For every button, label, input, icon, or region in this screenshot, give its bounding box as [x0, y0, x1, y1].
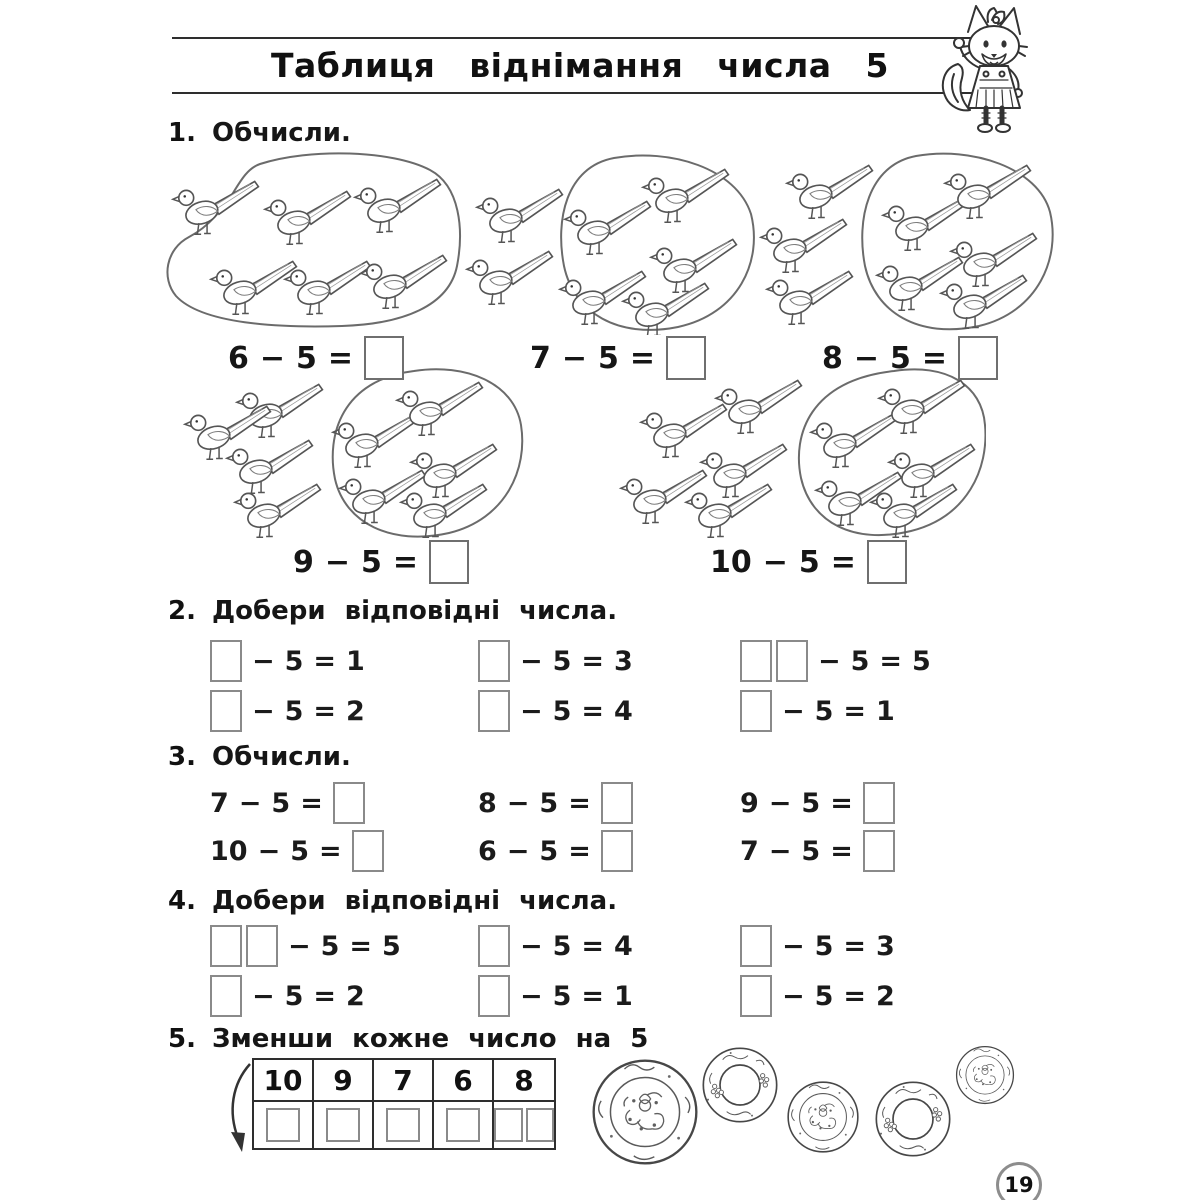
minus-sign: − — [561, 340, 588, 376]
subtrahend: 5 — [552, 695, 572, 727]
missing-number-box[interactable] — [210, 975, 242, 1017]
answer-box[interactable] — [333, 782, 365, 824]
answer-box[interactable] — [863, 782, 895, 824]
minuend: 10 — [210, 835, 248, 867]
equals-sign: = — [843, 980, 867, 1012]
missing-number-boxes — [740, 690, 772, 732]
equation-7-minus-5 — [740, 830, 895, 872]
answer-box[interactable] — [266, 1108, 300, 1142]
missing-number-box[interactable] — [740, 975, 772, 1017]
minus-sign: − — [520, 645, 543, 677]
result: 1 — [876, 695, 895, 727]
minus-sign: − — [288, 930, 311, 962]
bird-icon — [235, 484, 321, 537]
bird-icon — [716, 380, 802, 433]
decorated-plate-icon — [589, 1056, 701, 1168]
result: 3 — [876, 930, 895, 962]
minus-sign: − — [782, 930, 805, 962]
equation-box-minus-5-equals-2 — [210, 690, 365, 732]
minus-sign: − — [520, 695, 543, 727]
equals-sign: = — [313, 695, 337, 727]
subtrahend: 5 — [552, 930, 572, 962]
fox-mascot-icon — [940, 2, 1046, 134]
missing-number-box[interactable] — [740, 925, 772, 967]
exercise3-title: Обчисли. — [211, 742, 351, 772]
bird-icon — [227, 440, 313, 493]
equals-sign: = — [830, 544, 856, 580]
equation-9-minus-5 — [293, 540, 469, 584]
equation-box-minus-5-equals-5 — [210, 925, 401, 967]
decorated-plate-icon — [954, 1044, 1016, 1106]
subtrahend: 5 — [814, 930, 834, 962]
bird-icon — [211, 261, 297, 314]
equation-box-minus-5-equals-5 — [740, 640, 931, 682]
result: 5 — [382, 930, 401, 962]
page-number: 19 — [1004, 1173, 1034, 1197]
equals-sign: = — [319, 835, 342, 867]
minus-sign: − — [252, 695, 275, 727]
equation-8-minus-5 — [822, 336, 998, 380]
table-number-cell: 10 — [254, 1060, 314, 1102]
missing-number-boxes — [740, 975, 772, 1017]
bird-icon — [641, 404, 727, 457]
subtrahend: 5 — [284, 645, 304, 677]
table-answer-cell — [374, 1102, 434, 1148]
answer-box[interactable] — [601, 782, 633, 824]
bird-icon — [761, 219, 847, 272]
missing-number-boxes — [478, 975, 510, 1017]
answer-box[interactable] — [386, 1108, 420, 1142]
equation-box-minus-5-equals-4 — [478, 690, 633, 732]
missing-number-box[interactable] — [246, 925, 278, 967]
missing-number-box[interactable] — [740, 690, 772, 732]
bird-group-9 — [182, 365, 524, 545]
subtrahend: 5 — [539, 787, 559, 819]
missing-number-boxes — [740, 640, 808, 682]
missing-number-boxes — [210, 975, 242, 1017]
header-rule-top — [172, 37, 988, 39]
missing-number-box[interactable] — [478, 975, 510, 1017]
equals-sign: = — [629, 340, 656, 376]
equation-7-minus-5 — [210, 782, 365, 824]
minuend: 6 — [228, 340, 249, 376]
table-answer-cell — [494, 1102, 554, 1148]
equation-box-minus-5-equals-2 — [740, 975, 895, 1017]
missing-number-box[interactable] — [478, 640, 510, 682]
bird-icon — [686, 484, 772, 537]
exercise1-title: Обчисли. — [211, 118, 351, 148]
bird-group-6 — [160, 150, 465, 335]
answer-box[interactable] — [958, 336, 998, 380]
equals-sign: = — [879, 645, 903, 677]
decorated-plate-icon — [785, 1079, 861, 1155]
minuend: 10 — [710, 544, 752, 580]
equals-sign: = — [581, 645, 605, 677]
missing-number-box[interactable] — [478, 925, 510, 967]
bird-icon — [285, 261, 371, 314]
equation-6-minus-5 — [478, 830, 633, 872]
subtrahend: 5 — [320, 930, 340, 962]
missing-number-boxes — [210, 640, 242, 682]
result: 3 — [614, 645, 633, 677]
result: 4 — [614, 930, 633, 962]
bird-icon — [701, 444, 787, 497]
missing-number-boxes — [740, 925, 772, 967]
bird-icon — [185, 406, 271, 459]
page-number-badge — [996, 1162, 1042, 1200]
equals-sign: = — [581, 930, 605, 962]
equation-7-minus-5 — [530, 336, 706, 380]
missing-number-box[interactable] — [210, 925, 242, 967]
answer-box[interactable] — [601, 830, 633, 872]
equation-8-minus-5 — [478, 782, 633, 824]
decorated-plate-icon — [700, 1045, 780, 1125]
subtrahend: 5 — [552, 980, 572, 1012]
missing-number-boxes — [210, 925, 278, 967]
minuend: 8 — [478, 787, 497, 819]
exercise2-title: Добери відповідні числа. — [211, 596, 618, 626]
minus-sign: − — [506, 835, 530, 867]
result: 1 — [614, 980, 633, 1012]
page-title: Таблиця віднімання числа 5 — [271, 46, 889, 85]
equals-sign: = — [843, 695, 867, 727]
minus-sign: − — [768, 787, 792, 819]
exercise5-number: 5. — [168, 1024, 196, 1054]
equals-sign: = — [300, 787, 323, 819]
bird-icon — [333, 414, 419, 467]
equation-box-minus-5-equals-4 — [478, 925, 633, 967]
equation-box-minus-5-equals-1 — [210, 640, 365, 682]
equals-sign: = — [830, 835, 853, 867]
bird-icon — [397, 382, 483, 435]
missing-number-boxes — [478, 690, 510, 732]
table-number-cell: 9 — [314, 1060, 374, 1102]
equation-10-minus-5 — [710, 540, 907, 584]
equation-box-minus-5-equals-1 — [478, 975, 633, 1017]
bird-icon — [889, 444, 975, 497]
bird-icon — [237, 384, 323, 437]
bird-icon — [883, 197, 969, 250]
result: 2 — [876, 980, 895, 1012]
result: 4 — [614, 695, 633, 727]
minuend: 9 — [293, 544, 314, 580]
equation-10-minus-5 — [210, 830, 384, 872]
answer-box[interactable] — [326, 1108, 360, 1142]
answer-box[interactable] — [364, 336, 404, 380]
minus-sign: − — [520, 980, 543, 1012]
equals-sign: = — [581, 695, 605, 727]
missing-number-box[interactable] — [478, 690, 510, 732]
subtrahend: 5 — [890, 340, 911, 376]
missing-number-box[interactable] — [210, 690, 242, 732]
bird-icon — [565, 201, 651, 254]
bird-icon — [355, 179, 441, 232]
exercise4-title: Добери відповідні числа. — [211, 886, 618, 916]
exercise5-table — [252, 1058, 556, 1150]
table-answer-cell — [314, 1102, 374, 1148]
subtrahend: 5 — [361, 544, 382, 580]
missing-number-boxes — [478, 640, 510, 682]
exercise3-number: 3. — [168, 742, 196, 772]
exercise1-heading — [168, 118, 351, 148]
missing-number-boxes — [210, 690, 242, 732]
bird-icon — [767, 271, 853, 324]
minus-sign: − — [782, 695, 805, 727]
subtrahend: 5 — [552, 645, 572, 677]
exercise4-number: 4. — [168, 886, 196, 916]
exercise2-number: 2. — [168, 596, 196, 626]
table-answer-cell — [254, 1102, 314, 1148]
bird-group-8 — [758, 150, 1056, 335]
equals-sign: = — [921, 340, 948, 376]
answer-box[interactable] — [352, 830, 384, 872]
exercise5-title: Зменши кожне число на 5 — [211, 1024, 649, 1054]
minus-sign: − — [853, 340, 880, 376]
bird-icon — [877, 257, 963, 310]
minus-sign: − — [782, 980, 805, 1012]
bird-icon — [173, 181, 259, 234]
equation-box-minus-5-equals-2 — [210, 975, 365, 1017]
table-number-cell: 8 — [494, 1060, 554, 1102]
subtrahend: 5 — [284, 980, 304, 1012]
minus-sign: − — [768, 835, 792, 867]
missing-number-box[interactable] — [776, 640, 808, 682]
equals-sign: = — [313, 645, 337, 677]
bird-icon — [811, 414, 897, 467]
subtrahend: 5 — [296, 340, 317, 376]
header-rule-bottom — [172, 92, 988, 94]
equation-9-minus-5 — [740, 782, 895, 824]
equals-sign: = — [568, 787, 591, 819]
minuend: 9 — [740, 787, 759, 819]
equals-sign: = — [349, 930, 373, 962]
subtrahend: 5 — [801, 787, 821, 819]
bird-icon — [623, 283, 709, 335]
answer-box[interactable] — [863, 830, 895, 872]
exercise4-heading — [168, 886, 617, 916]
subtrahend: 5 — [284, 695, 304, 727]
minuend: 8 — [822, 340, 843, 376]
answer-box[interactable] — [526, 1108, 555, 1142]
answer-box[interactable] — [446, 1108, 480, 1142]
minus-sign: − — [259, 340, 286, 376]
result: 5 — [912, 645, 931, 677]
minus-sign: − — [252, 980, 275, 1012]
subtrahend: 5 — [814, 980, 834, 1012]
minus-sign: − — [324, 544, 351, 580]
equals-sign: = — [313, 980, 337, 1012]
bird-group-7 — [462, 150, 760, 335]
bird-icon — [787, 165, 873, 218]
bird-icon — [477, 189, 563, 242]
missing-number-box[interactable] — [740, 640, 772, 682]
equation-box-minus-5-equals-3 — [740, 925, 895, 967]
answer-box[interactable] — [666, 336, 706, 380]
bird-icon — [467, 251, 553, 304]
bird-icon — [361, 255, 447, 308]
subtrahend: 5 — [539, 835, 559, 867]
answer-box[interactable] — [494, 1108, 523, 1142]
bird-icon — [941, 275, 1027, 328]
subtrahend: 5 — [801, 835, 821, 867]
answer-box[interactable] — [867, 540, 907, 584]
equals-sign: = — [392, 544, 419, 580]
subtrahend: 5 — [850, 645, 870, 677]
exercise5-heading — [168, 1024, 648, 1054]
bird-icon — [643, 169, 729, 222]
table-number-cell: 7 — [374, 1060, 434, 1102]
bird-icon — [401, 484, 487, 537]
exercise3-heading — [168, 742, 351, 772]
bird-group-10 — [618, 365, 986, 545]
minuend: 7 — [740, 835, 759, 867]
minuend: 7 — [530, 340, 551, 376]
bird-icon — [879, 380, 965, 433]
bird-icon — [265, 191, 351, 244]
exercise2-heading — [168, 596, 617, 626]
subtrahend: 5 — [290, 835, 309, 867]
missing-number-box[interactable] — [210, 640, 242, 682]
minus-sign: − — [257, 835, 281, 867]
missing-number-boxes — [478, 925, 510, 967]
minus-sign: − — [252, 645, 275, 677]
equals-sign: = — [843, 930, 867, 962]
subtrahend: 5 — [271, 787, 291, 819]
equals-sign: = — [327, 340, 354, 376]
minuend: 7 — [210, 787, 229, 819]
minus-sign: − — [506, 787, 530, 819]
decorated-plate-icon — [873, 1079, 953, 1159]
minuend: 6 — [478, 835, 497, 867]
equals-sign: = — [830, 787, 853, 819]
equals-sign: = — [568, 835, 591, 867]
result: 2 — [346, 695, 365, 727]
bird-icon — [651, 239, 737, 292]
minus-sign: − — [520, 930, 543, 962]
answer-box[interactable] — [429, 540, 469, 584]
subtrahend: 5 — [814, 695, 834, 727]
equation-box-minus-5-equals-3 — [478, 640, 633, 682]
table-number-cell: 6 — [434, 1060, 494, 1102]
table-answer-cell — [434, 1102, 494, 1148]
equation-box-minus-5-equals-1 — [740, 690, 895, 732]
minus-sign: − — [238, 787, 262, 819]
exercise1-number: 1. — [168, 118, 196, 148]
minus-sign: − — [818, 645, 841, 677]
minus-sign: − — [762, 544, 788, 580]
result: 2 — [346, 980, 365, 1012]
subtrahend: 5 — [798, 544, 820, 580]
equals-sign: = — [581, 980, 605, 1012]
equation-6-minus-5 — [228, 336, 404, 380]
result: 1 — [346, 645, 365, 677]
subtrahend: 5 — [598, 340, 619, 376]
